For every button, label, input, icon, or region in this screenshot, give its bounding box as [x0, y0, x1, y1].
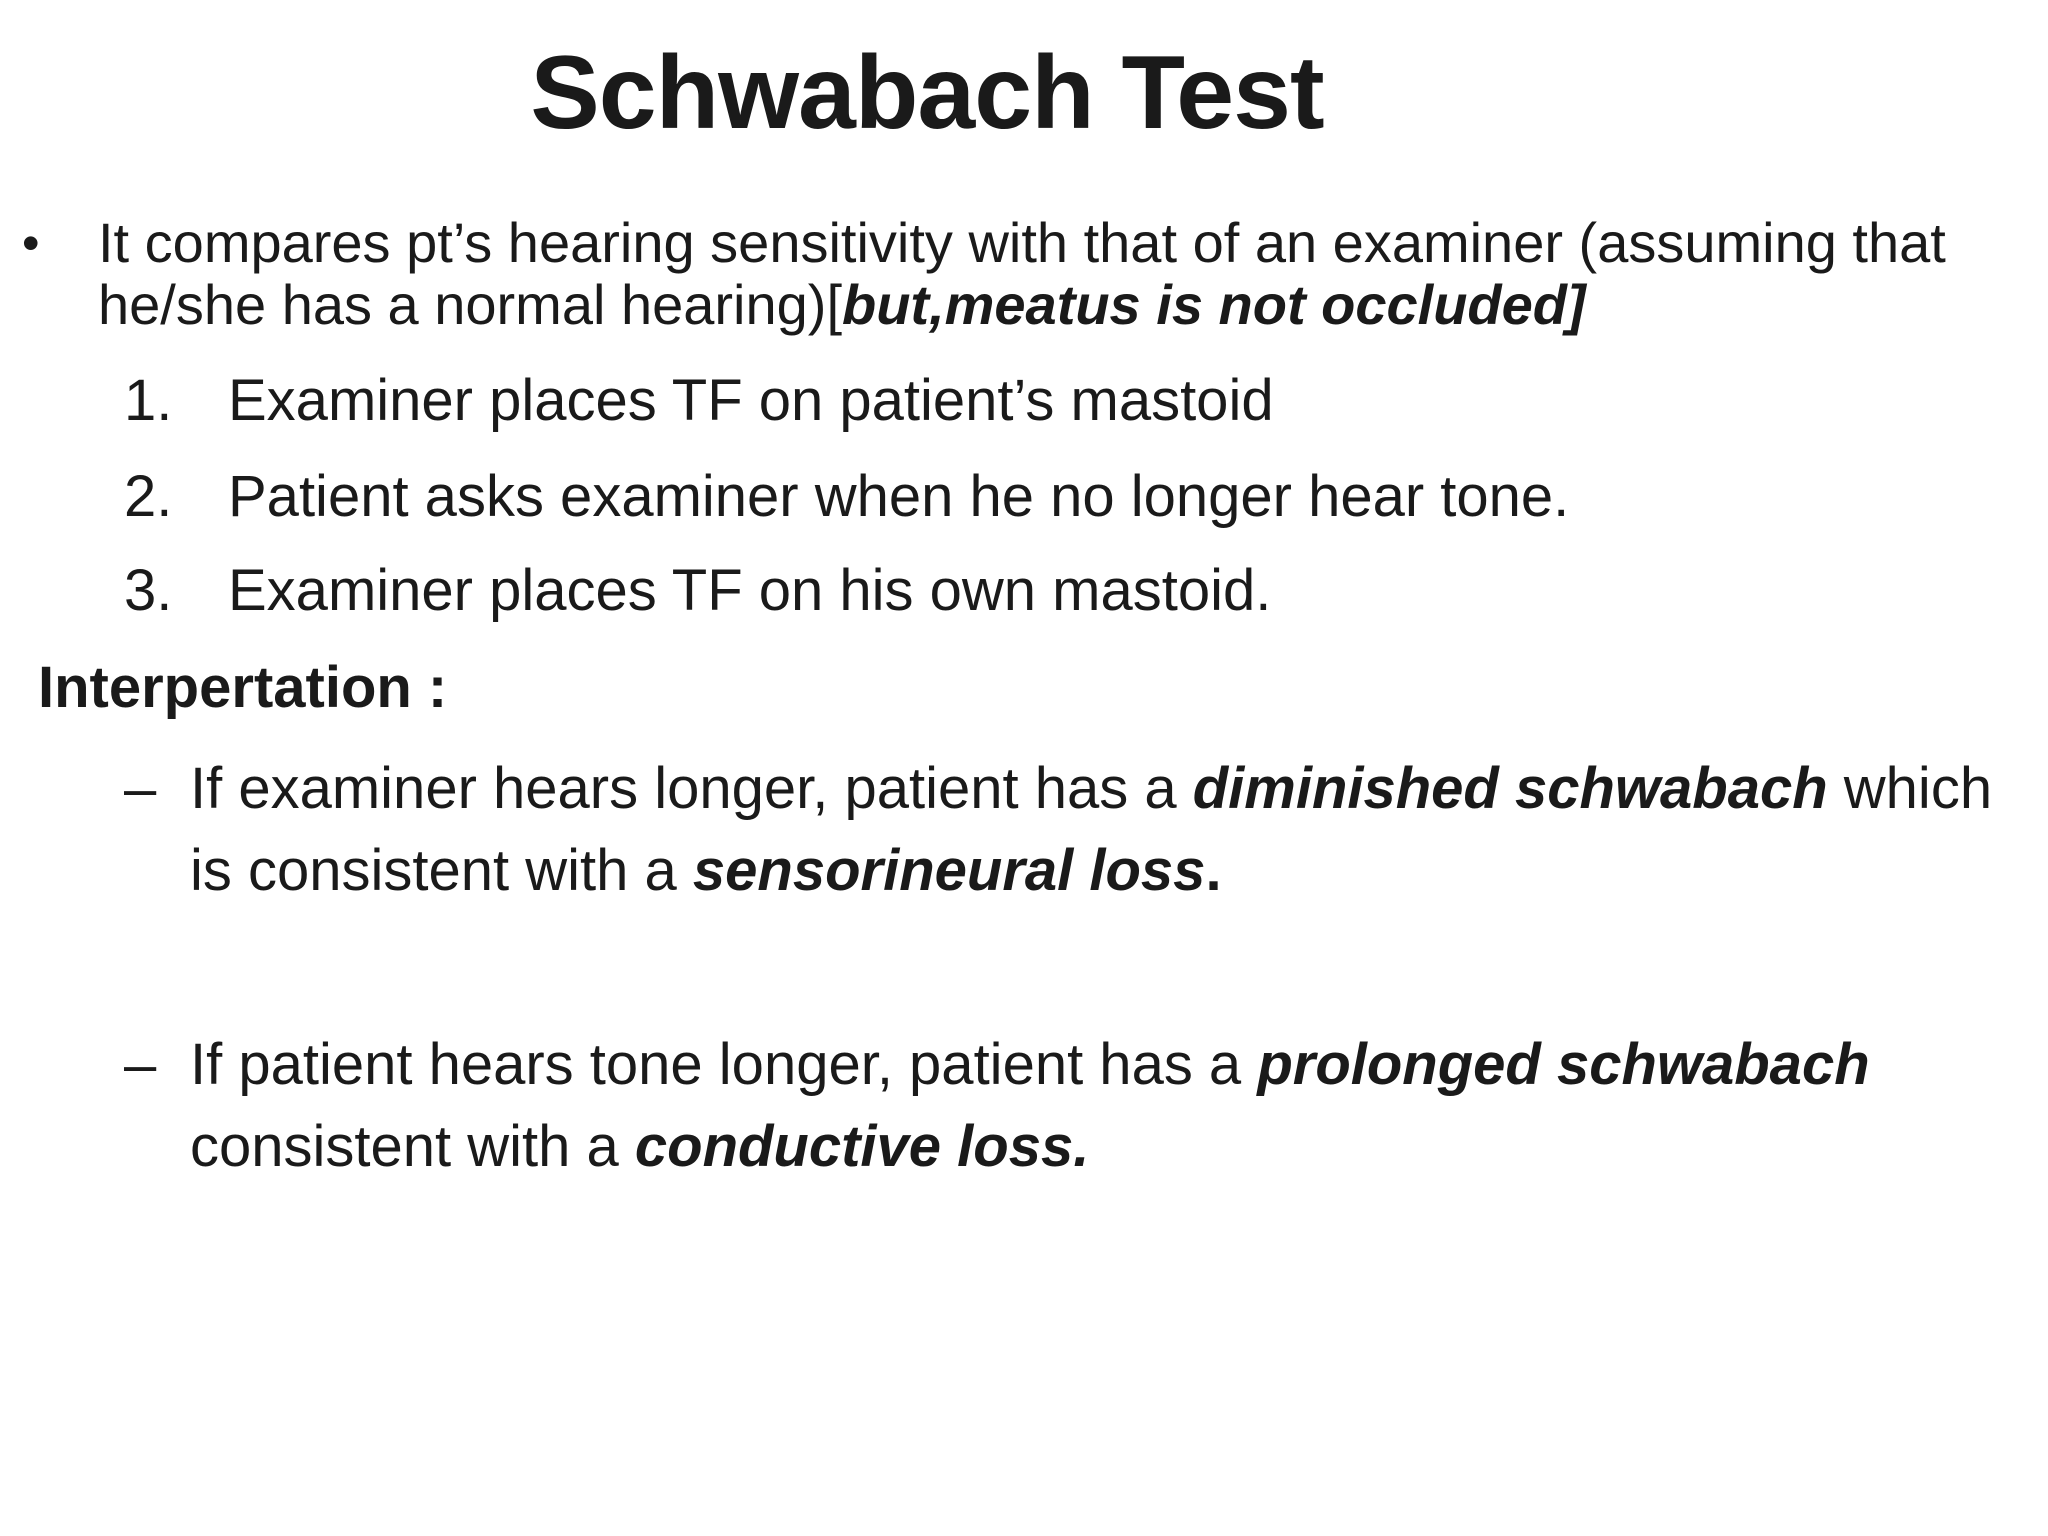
interpretation-text — [190, 1024, 2024, 1188]
bullet-text-emphasis: but,meatus is not occluded] — [842, 273, 1586, 336]
text-segment: which is consistent with a — [190, 756, 1993, 903]
step-2 — [124, 462, 1924, 532]
bullet-text — [98, 212, 2012, 336]
step-number: 3. — [124, 558, 173, 623]
step-text: Patient asks examiner when he no longer hear tone. — [228, 464, 1570, 529]
emphasis-segment: prolonged schwabach — [1257, 1032, 1870, 1097]
emphasis-segment: sensorineural loss — [692, 838, 1206, 903]
slide-title: Schwabach Test — [530, 35, 1324, 151]
step-text: Examiner places TF on his own mastoid. — [228, 558, 1272, 623]
text-segment: consistent with a — [190, 1114, 635, 1179]
main-bullet — [22, 212, 2012, 336]
text-segment: If examiner hears longer, patient has a — [190, 756, 1193, 821]
text-segment: If patient hears tone longer, patient has a — [190, 1032, 1258, 1097]
emphasis-segment: diminished schwabach — [1192, 756, 1828, 821]
step-1 — [124, 366, 1924, 436]
interpretation-item-2 — [124, 1024, 2024, 1188]
step-text: Examiner places TF on patient’s mastoid — [228, 368, 1274, 433]
step-number: 1. — [124, 368, 173, 433]
step-3 — [124, 556, 1924, 626]
dash-marker: – — [124, 756, 157, 821]
dash-marker: – — [124, 1032, 157, 1097]
interpretation-heading: Interpertation : — [38, 655, 448, 720]
step-number: 2. — [124, 464, 173, 529]
interpretation-text — [190, 748, 2024, 912]
interpretation-item-1 — [124, 748, 2024, 912]
emphasis-segment: conductive loss. — [634, 1114, 1090, 1179]
bullet-text-plain: It compares pt’s hearing sensitivity with that of an examiner (assuming that he/she has a normal hearing)[ — [98, 211, 1946, 336]
bullet-dot: • — [22, 215, 40, 271]
text-segment: . — [1205, 838, 1222, 903]
